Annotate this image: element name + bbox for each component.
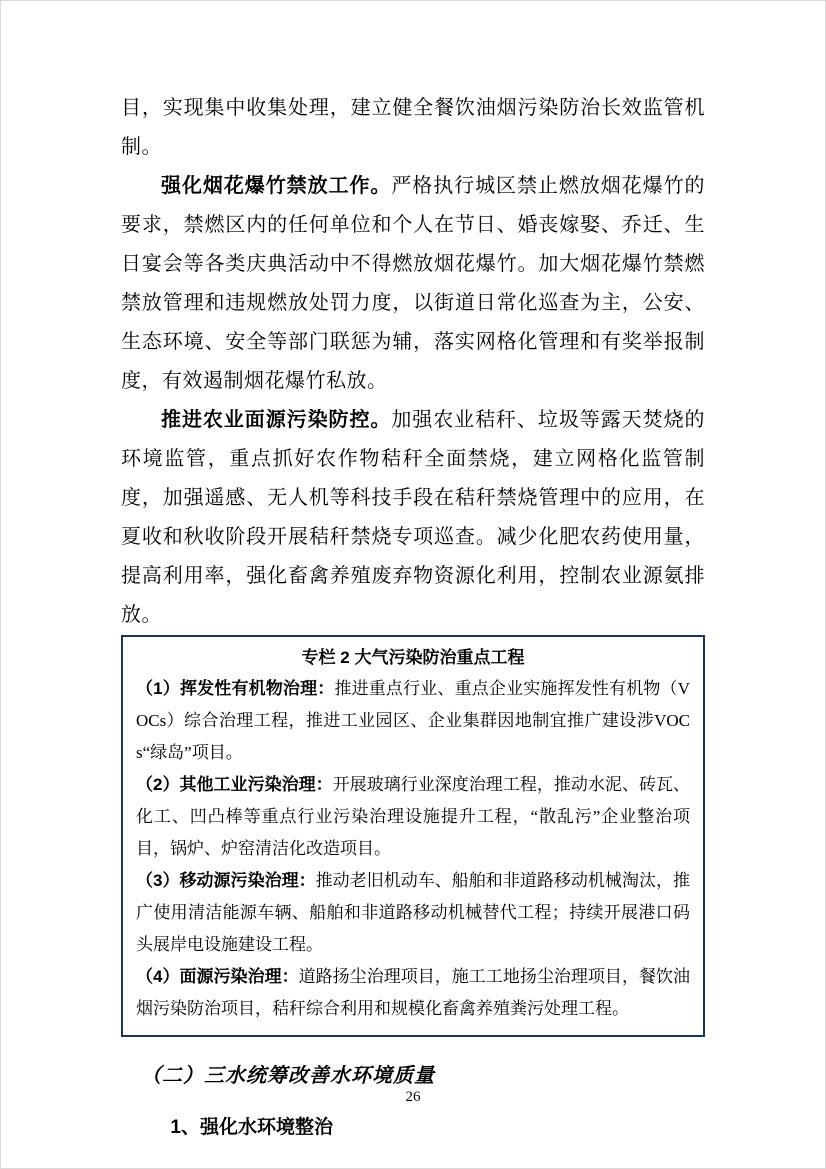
box-item-label: （2）其他工业污染治理： (136, 775, 333, 794)
box-item-industrial (136, 769, 690, 865)
box-item-text: 推进重点行业、重点企业实施挥发性有机物（VOCs）综合治理工程，推进工业园区、企业集群因地制宜推广建设涉VOCs“绿岛”项目。 (136, 679, 690, 762)
box-item-label: （3）移动源污染治理： (136, 871, 316, 890)
paragraph-text: 加强农业秸秆、垃圾等露天焚烧的环境监管，重点抓好农作物秸秆全面禁烧，建立网格化监管制度，加强遥感、无人机等科技手段在秸秆禁烧管理中的应用，在夏收和秋收阶段开展秸秆禁烧专项巡查。减少化肥农药使用量，提高利用率，强化畜禽养殖废弃物资源化利用，控制农业源氨排放。 (121, 409, 706, 626)
paragraph-lead: 推进农业面源污染防控。 (161, 409, 392, 431)
paragraph-agricultural-pollution (121, 401, 705, 635)
box-item-text: 开展玻璃行业深度治理工程，推动水泥、砖瓦、化工、凹凸棒等重点行业污染治理设施提升工程，“散乱污”企业整治项目，锅炉、炉窑清洁化改造项目。 (136, 775, 690, 858)
box-item-label: （4）面源污染治理： (136, 967, 299, 986)
box-title: 专栏 2 大气污染防治重点工程 (301, 648, 525, 667)
paragraph-text: 目，实现集中收集处理，建立健全餐饮油烟污染防治长效监管机制。 (121, 97, 705, 158)
paragraph-continuation (121, 89, 705, 167)
box-item-label: （1）挥发性有机物治理： (136, 679, 335, 698)
box-item-vocs (136, 673, 690, 769)
highlight-box-key-projects (121, 635, 705, 1037)
paragraph-lead: 强化烟花爆竹禁放工作。 (161, 175, 392, 197)
section-heading-water: （二）三水统筹改善水环境质量 (141, 1065, 435, 1087)
paragraph-fireworks-ban (121, 167, 705, 401)
box-item-text: 推动老旧机动车、船舶和非道路移动机械淘汰，推广使用清洁能源车辆、船舶和非道路移动机械替代工程；持续开展港口码头展岸电设施建设工程。 (136, 871, 690, 954)
box-item-mobile-sources (136, 865, 690, 961)
paragraph-text: 严格执行城区禁止燃放烟花爆竹的要求，禁燃区内的任何单位和个人在节日、婚丧嫁娶、乔迁、生日宴会等各类庆典活动中不得燃放烟花爆竹。加大烟花爆竹禁燃禁放管理和违规燃放处罚力度，以街道日常化巡查为主，公安、生态环境、安全等部门联惩为辅，落实网格化管理和有奖举报制度，有效遏制烟花爆竹私放。 (121, 175, 706, 392)
box-item-area-sources (136, 961, 690, 1025)
box-item-text: 道路扬尘治理项目，施工工地扬尘治理项目，餐饮油烟污染防治项目，秸秆综合利用和规模化畜禽养殖粪污处理工程。 (136, 967, 690, 1018)
subsection-heading-water-remediation: 1、强化水环境整治 (170, 1117, 333, 1138)
page-number: 26 (405, 1089, 421, 1105)
